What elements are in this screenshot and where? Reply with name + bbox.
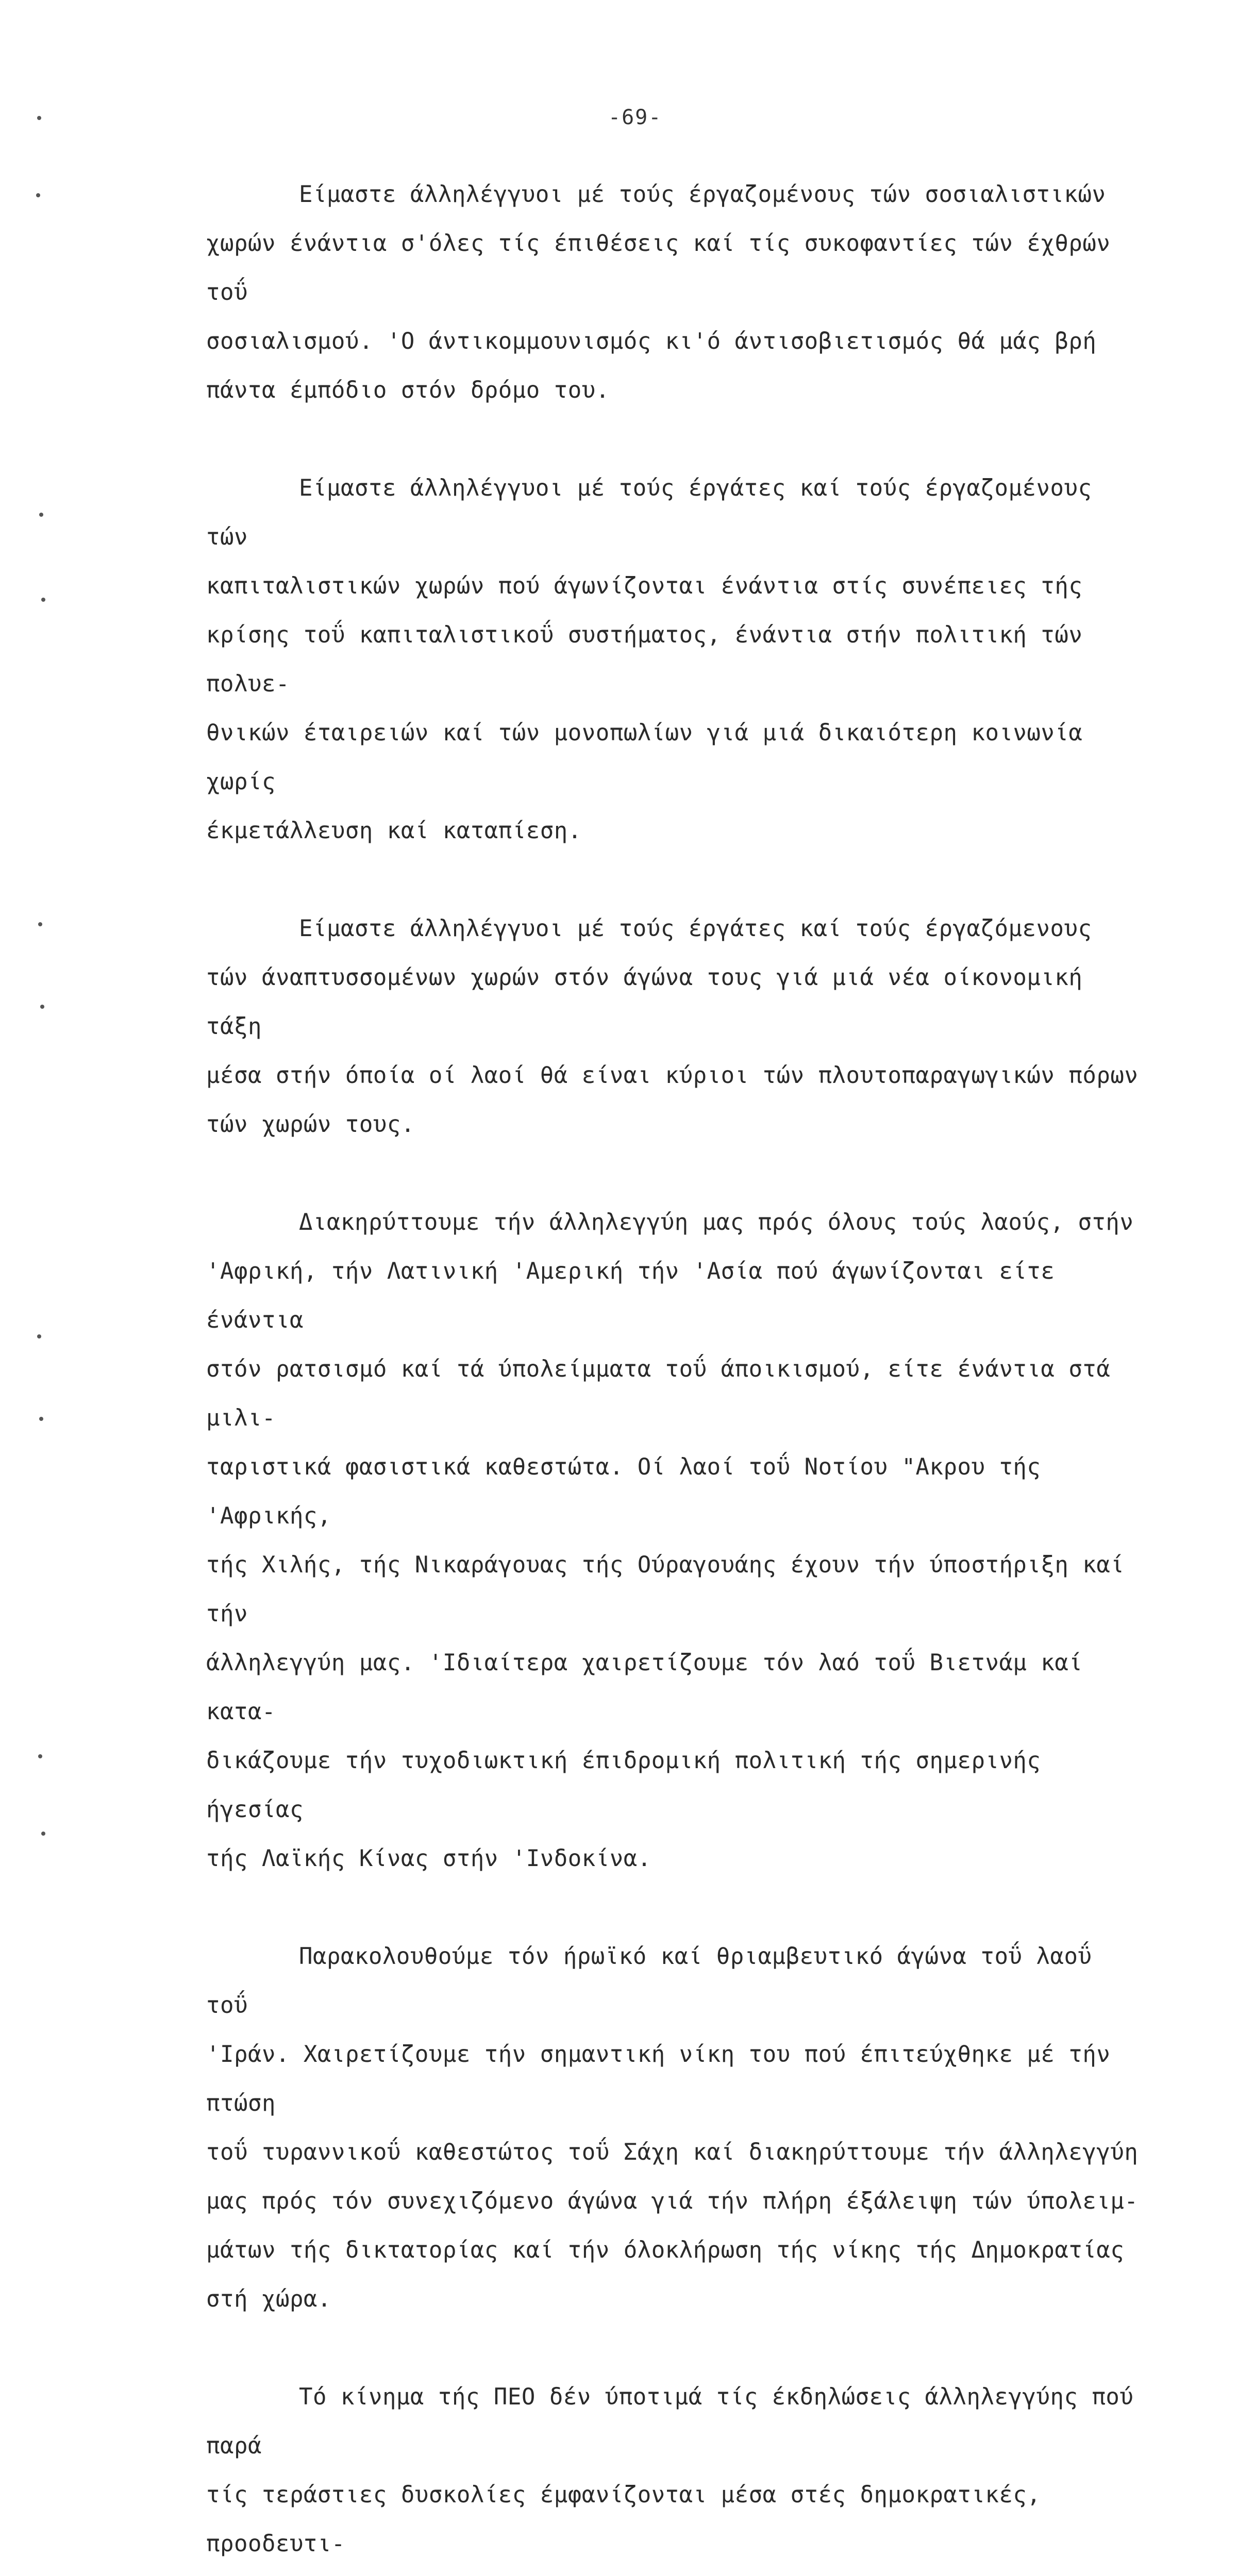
text-line: μας πρός τόν συνεχιζόμενο άγώνα γιά τήν πλήρη έξάλειψη τών ύπολειμ- xyxy=(206,2188,1139,2214)
text-line: μάτων τής δικτατορίας καί τήν όλοκλήρωση τής νίκης τής Δημοκρατίας xyxy=(206,2237,1125,2263)
page-number: -69- xyxy=(608,106,662,129)
text-line: Παρακολουθούμε τόν ήρωϊκό καί θριαμβευτικό άγώνα τοΰ λαοΰ τοΰ xyxy=(206,1943,1092,2019)
text-line: Είμαστε άλληλέγγυοι μέ τούς έργαζομένους τών σοσιαλιστικών xyxy=(299,181,1106,208)
scan-speck xyxy=(40,1005,44,1009)
text-line: τοΰ τυραννικοΰ καθεστώτος τοΰ Σάχη καί διακηρύττουμε τήν άλληλεγγύη xyxy=(206,2139,1139,2165)
scan-speck xyxy=(41,1832,45,1836)
text-line: άλληλεγγύη μας. 'Ιδιαίτερα χαιρετίζουμε τόν λαό τοΰ Βιετνάμ καί κατα- xyxy=(206,1650,1083,1725)
text-line: Είμαστε άλληλέγγυοι μέ τούς έργάτες καί τούς έργαζομένους τών xyxy=(206,475,1092,550)
text-line: καπιταλιστικών χωρών πού άγωνίζονται ένάντια στίς συνέπειες τής xyxy=(206,573,1083,599)
text-line: ταριστικά φασιστικά καθεστώτα. Οί λαοί τοΰ Νοτίου "Ακρου τής 'Αφρικής, xyxy=(206,1454,1041,1529)
paragraph-solidarity-developing-countries xyxy=(206,904,1144,1149)
text-line: τής Λαϊκής Κίνας στήν 'Ινδοκίνα. xyxy=(206,1845,651,1872)
text-line: στόν ρατσισμό καί τά ύπολείμματα τοΰ άποικισμού, είτε ένάντια στά μιλι- xyxy=(206,1356,1111,1431)
text-line: Διακηρύττουμε τήν άλληλεγγύη μας πρός όλους τούς λαούς, στήν xyxy=(299,1209,1134,1235)
scan-speck xyxy=(39,1417,43,1421)
text-line: δικάζουμε τήν τυχοδιωκτική έπιδρομική πολιτική τής σημερινής ήγεσίας xyxy=(206,1748,1041,1823)
body-text xyxy=(206,170,1144,2576)
text-line: Τό κίνημα τής ΠΕΟ δέν ύποτιμά τίς έκδηλώσεις άλληλεγγύης πού παρά xyxy=(206,2384,1134,2459)
text-line: κρίσης τοΰ καπιταλιστικοΰ συστήματος, ένάντια στήν πολιτική τών πολυε- xyxy=(206,622,1083,697)
text-line: τών χωρών τους. xyxy=(206,1111,415,1138)
paragraph-solidarity-socialist-countries xyxy=(206,170,1144,415)
paragraph-solidarity-all-peoples xyxy=(206,1198,1144,1883)
scan-speck xyxy=(39,513,43,517)
scan-speck xyxy=(38,1754,42,1758)
scan-speck xyxy=(41,598,45,602)
text-line: 'Ιράν. Χαιρετίζουμε τήν σημαντική νίκη του πού έπιτεύχθηκε μέ τήν πτώση xyxy=(206,2041,1111,2116)
text-line: Είμαστε άλληλέγγυοι μέ τούς έργάτες καί τούς έργαζόμενους xyxy=(299,916,1092,942)
text-line: τών άναπτυσσομένων χωρών στόν άγώνα τους γιά μιά νέα οίκονομική τάξη xyxy=(206,964,1083,1040)
paragraph-iran xyxy=(206,1932,1144,2324)
text-line: μέσα στήν όποία οί λαοί θά είναι κύριοι τών πλουτοπαραγωγικών πόρων xyxy=(206,1062,1139,1089)
text-line: θνικών έταιρειών καί τών μονοπωλίων γιά μιά δικαιότερη κοινωνία χωρίς xyxy=(206,720,1083,795)
text-line: χωρών ένάντια σ'όλες τίς έπιθέσεις καί τίς συκοφαντίες τών έχθρών τοΰ xyxy=(206,230,1111,306)
paragraph-solidarity-capitalist-workers xyxy=(206,464,1144,855)
text-line: 'Αφρική, τήν Λατινική 'Αμερική τήν 'Ασία πού άγωνίζονται είτε ένάντια xyxy=(206,1258,1055,1333)
text-line: στή χώρα. xyxy=(206,2286,331,2312)
paragraph-turkey xyxy=(206,2372,1144,2576)
text-line xyxy=(206,2568,1144,2576)
text-line: έκμετάλλευση καί καταπίεση. xyxy=(206,818,582,844)
text-line: πάντα έμπόδιο στόν δρόμο του. xyxy=(206,377,610,403)
text-line: σοσιαλισμού. 'Ο άντικομμουνισμός κι'ό άντισοβιετισμός θά μάς βρή xyxy=(206,328,1097,354)
scan-speck xyxy=(37,1334,41,1338)
scan-speck xyxy=(36,193,40,197)
text-line: τής Χιλής, τής Νικαράγουας τής Ούραγουάης έχουν τήν ύποστήριξη καί τήν xyxy=(206,1552,1125,1627)
text-line: τίς τεράστιες δυσκολίες έμφανίζονται μέσα στές δημοκρατικές, προοδευτι- xyxy=(206,2482,1041,2557)
scan-speck xyxy=(38,922,42,926)
scan-speck xyxy=(37,116,41,120)
